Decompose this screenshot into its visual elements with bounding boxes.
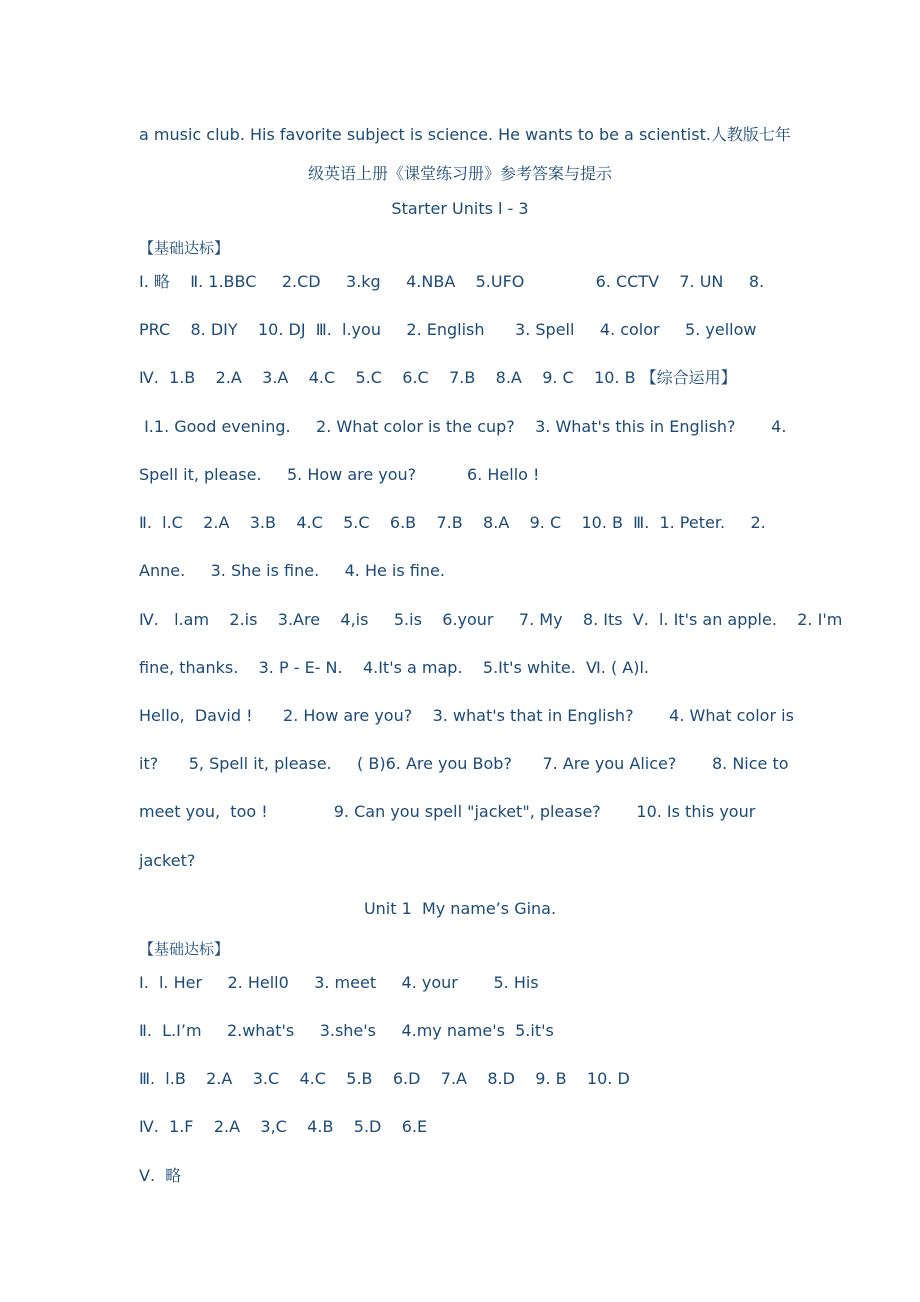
starter-line: meet you, too ! 9. Can you spell "jacket", please? 10. Is this your [139,802,756,821]
unit1-line: Ⅰ. l. Her 2. Hell0 3. meet 4. your 5. His [139,973,539,992]
starter-line: Ⅰ.1. Good evening. 2. What color is the cup? 3. What's this in English? 4. [139,417,787,436]
starter-line: Ⅳ. 1.B 2.A 3.A 4.C 5.C 6.C 7.B 8.A 9. C 10. B 【综合运用】 [139,368,737,387]
starter-line: Ⅳ. l.am 2.is 3.Are 4,is 5.is 6.your 7. My 8. Its Ⅴ. l. It's an apple. 2. I'm [139,610,843,629]
intro-line: a music club. His favorite subject is science. He wants to be a scientist.人教版七年 [139,125,791,144]
starter-line: PRC 8. DIY 10. DJ Ⅲ. l.you 2. English 3. Spell 4. color 5. yellow [139,320,757,339]
starter-line: Spell it, please. 5. How are you? 6. Hello ! [139,465,540,484]
starter-line: it? 5, Spell it, please. ( B)6. Are you Bob? 7. Are you Alice? 8. Nice to [139,754,789,773]
document-title: 级英语上册《课堂练习册》参考答案与提示 [307,164,612,183]
starter-line: Hello, David ! 2. How are you? 3. what's that in English? 4. What color is [139,706,794,725]
starter-basic-label: 【基础达标】 [139,239,230,257]
unit1-heading: Unit 1 My name’s Gina. [363,899,557,918]
unit1-line: Ⅱ. L.I’m 2.what's 3.she's 4.my name's 5.it's [139,1021,554,1040]
starter-line: Ⅰ. 略 Ⅱ. 1.BBC 2.CD 3.kg 4.NBA 5.UFO 6. CCTV 7. UN 8. [139,272,765,291]
unit1-basic-label: 【基础达标】 [139,940,230,958]
starter-line: jacket? [139,851,196,870]
starter-line: Ⅱ. l.C 2.A 3.B 4.C 5.C 6.B 7.B 8.A 9. C 10. B Ⅲ. 1. Peter. 2. [139,513,766,532]
starter-line: Anne. 3. She is fine. 4. He is fine. [139,561,445,580]
unit1-line: Ⅴ. 略 [139,1166,182,1185]
starter-units-heading: Starter Units l - 3 [391,199,529,218]
unit1-line: Ⅲ. l.B 2.A 3.C 4.C 5.B 6.D 7.A 8.D 9. B 10. D [139,1069,630,1088]
starter-line: fine, thanks. 3. P - E- N. 4.It's a map. 5.It's white. Ⅵ. ( A)l. [139,658,649,677]
unit1-line: Ⅳ. 1.F 2.A 3,C 4.B 5.D 6.E [139,1117,428,1136]
